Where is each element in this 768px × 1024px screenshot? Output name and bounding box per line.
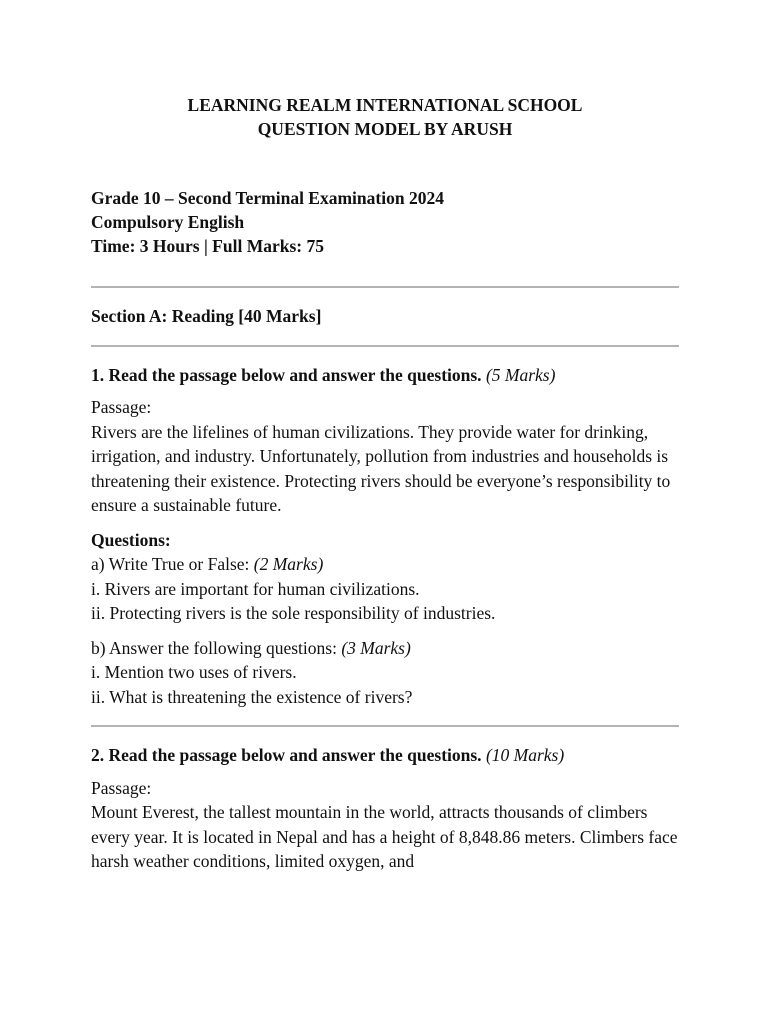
- passage-text: Mount Everest, the tallest mountain in the world, attracts thousands of climbers every year. It is located in Nepal and has a height of 8,848.86 meters. Climbers face harsh weather conditions, limited oxygen, and: [91, 802, 678, 871]
- questions-label: Questions:: [91, 529, 171, 550]
- question-2-text: 2. Read the passage below and answer the questions.: [91, 745, 482, 765]
- divider: [91, 345, 679, 347]
- header-subtitle: QUESTION MODEL BY ARUSH: [257, 119, 513, 139]
- question-1-heading: [91, 363, 679, 388]
- part-b: [91, 636, 679, 710]
- passage-label: Passage:: [91, 777, 152, 798]
- exam-subject: Compulsory English: [91, 212, 245, 232]
- page-content: [91, 93, 679, 874]
- part-b-marks: (3 Marks): [341, 637, 411, 658]
- part-a-prompt: [91, 552, 679, 577]
- part-b-prompt-text: b) Answer the following questions:: [91, 637, 337, 658]
- part-a-marks: (2 Marks): [253, 554, 324, 574]
- list-item: ii. Protecting rivers is the sole responsibility of industries.: [91, 603, 496, 623]
- question-2-heading: [91, 743, 679, 768]
- exam-time-marks: Time: 3 Hours | Full Marks: 75: [91, 236, 324, 256]
- part-a: [91, 552, 679, 626]
- question-1-text: 1. Read the passage below and answer the questions.: [91, 364, 482, 385]
- divider: [91, 286, 679, 288]
- list-item: i. Rivers are important for human civilizations.: [91, 578, 420, 599]
- exam-info: [91, 186, 679, 258]
- part-a-prompt-text: a) Write True or False:: [91, 554, 250, 574]
- passage-label: Passage:: [91, 397, 152, 417]
- question-2-marks: (10 Marks): [485, 745, 565, 765]
- school-header: [91, 93, 679, 141]
- list-item: ii. What is threatening the existence of rivers?: [91, 686, 413, 707]
- part-b-prompt: [91, 636, 679, 661]
- exam-title: Grade 10 – Second Terminal Examination 2024: [91, 188, 444, 208]
- divider: [91, 725, 679, 727]
- question-1-marks: (5 Marks): [485, 364, 556, 385]
- passage-text: Rivers are the lifelines of human civilizations. They provide water for drinking, irrigation, and industry. Unfortunately, pollution from industries and households is threatening their existence. Protecting rivers should be everyone’s responsibility to ensure a sustainable future.: [91, 421, 671, 515]
- section-a-title: Section A: Reading [40 Marks]: [91, 306, 322, 326]
- list-item: i. Mention two uses of rivers.: [91, 662, 297, 682]
- school-name: LEARNING REALM INTERNATIONAL SCHOOL: [187, 95, 583, 115]
